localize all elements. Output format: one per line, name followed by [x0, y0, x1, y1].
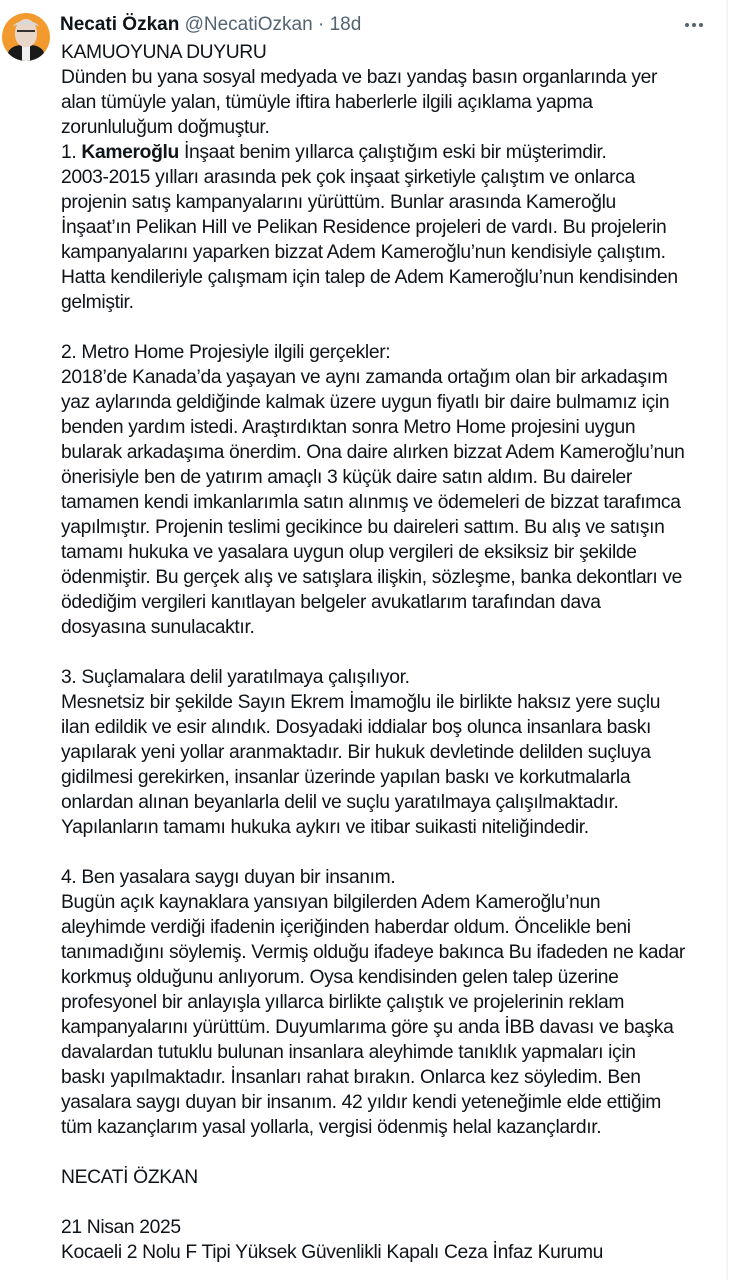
location: Kocaeli 2 Nolu F Tipi Yüksek Güvenlikli Kapalı Ceza İnfaz Kurumu: [61, 1242, 604, 1263]
text-line: kampanyalarını yaparken bizzat Adem Kameroğlu’nun kendisiyle çalıştım.: [61, 242, 666, 263]
text-line: ödediğim vergileri kanıtlayan belgeler avukatlarım tarafından dava: [61, 592, 601, 613]
text-line: benden yardım istedi. Araştırdıktan sonra Metro Home projesini uygun: [61, 417, 636, 438]
text-line: yapılarak yeni yollar aranmaktadır. Bir hukuk devletinde delilden suçluya: [61, 742, 651, 763]
more-dot: [685, 23, 689, 27]
text-line: dosyasına sunulacaktır.: [61, 617, 255, 638]
section-1-first-line: [61, 140, 721, 165]
spacer: [61, 1190, 721, 1215]
text-line: önerisiyle ben de yatırım amaçlı 3 küçük daire satın aldım. Bu daireler: [61, 467, 633, 488]
column-divider: [726, 0, 728, 1280]
text-line: 2003-2015 yılları arasında pek çok inşaat şirketiyle çalıştım ve onlarca: [61, 167, 635, 188]
section-1-first-line-rest: İnşaat benim yıllarca çalıştığım eski bir müşterimdir.: [178, 142, 607, 163]
text-line: aleyhimde verdiği ifadenin içeriğinden haberdar oldum. Öncelikle beni: [61, 917, 631, 938]
text-line: gelmiştir.: [61, 292, 134, 313]
section-4-heading: 4. Ben yasalara saygı duyan bir insanım.: [61, 867, 396, 888]
section-1-bold: Kameroğlu: [81, 142, 179, 163]
text-line: ilan edildik ve esir alındık. Dosyadaki iddialar boş olunca insanlara baskı: [61, 717, 652, 738]
text-line: zorunluluğum doğmuştur.: [61, 117, 270, 138]
tweet-text: [61, 40, 721, 1265]
text-line: tamamen kendi imkanlarımla satın alınmış ve ödemeleri de bizzat tarafımca: [61, 492, 681, 513]
section-4-body: [61, 890, 721, 1140]
avatar[interactable]: [2, 13, 50, 61]
text-line: onlardan alınan beyanlarla delil ve suçlu yaratılmaya çalışılmaktadır.: [61, 792, 619, 813]
text-line: Mesnetsiz bir şekilde Sayın Ekrem İmamoğlu ile birlikte haksız yere suçlu: [61, 692, 661, 713]
author-handle[interactable]: @NecatiOzkan: [184, 14, 313, 35]
text-line: baskı yapılmaktadır. İnsanları rahat bırakın. Onlarca kez söyledim. Ben: [61, 1067, 641, 1088]
text-line: korkmuş olduğunu anlıyorum. Oysa kendisinden gelen talep üzerine: [61, 967, 619, 988]
date: 21 Nisan 2025: [61, 1217, 181, 1238]
text-line: profesyonel bir anlayışla yıllarca birlikte çalıştık ve projelerinin reklam: [61, 992, 625, 1013]
text-line: yasalara saygı duyan bir insanım. 42 yıldır kendi yeteneğimle elde ettiğim: [61, 1092, 661, 1113]
more-dot: [699, 23, 703, 27]
text-line: Bugün açık kaynaklara yansıyan bilgilerden Adem Kameroğlu’nun: [61, 892, 601, 913]
text-line: gidilmesi gerekirken, insanlar üzerinde yapılan baskı ve korkutmalarla: [61, 767, 631, 788]
avatar-glasses-shape: [17, 30, 35, 36]
text-line: alan tümüyle yalan, tümüyle iftira haberlerle ilgili açıklama yapma: [61, 92, 593, 113]
spacer: [61, 1140, 721, 1165]
signature: NECATİ ÖZKAN: [61, 1167, 198, 1188]
text-line: tamamı hukuka ve yasalara uygun olup vergileri de eksiksiz bir şekilde: [61, 542, 637, 563]
section-1-body: [61, 165, 721, 315]
spacer: [61, 640, 721, 665]
more-dot: [692, 23, 696, 27]
separator-dot: ·: [317, 14, 325, 35]
text-line: tüm kazançlarım yasal yollarla, vergisi ödenmiş helal kazançlardır.: [61, 1117, 602, 1138]
text-line: Yapılanların tamamı hukuka aykırı ve itibar suikasti niteliğindedir.: [61, 817, 589, 838]
timestamp[interactable]: 18d: [329, 14, 362, 35]
avatar-shirt-shape: [22, 46, 30, 61]
tweet-title: KAMUOYUNA DUYURU: [61, 42, 267, 63]
section-3-heading: 3. Suçlamalara delil yaratılmaya çalışılıyor.: [61, 667, 410, 688]
more-horizontal-icon[interactable]: [682, 14, 706, 36]
spacer: [61, 315, 721, 340]
author-name[interactable]: Necati Özkan: [60, 14, 180, 35]
tweet-header: [60, 12, 361, 38]
text-line: yapılmıştır. Projenin teslimi gecikince bu daireleri sattım. Bu alış ve satışın: [61, 517, 665, 538]
section-3-body: [61, 690, 721, 840]
intro-paragraph: [61, 65, 721, 140]
text-line: Dünden bu yana sosyal medyada ve bazı yandaş basın organlarında yer: [61, 67, 658, 88]
section-2-heading: 2. Metro Home Projesiyle ilgili gerçekler:: [61, 342, 391, 363]
section-2-body: [61, 365, 721, 640]
text-line: İnşaat’ın Pelikan Hill ve Pelikan Residence projeleri de vardı. Bu projelerin: [61, 217, 667, 238]
text-line: projenin satış kampanyalarını yürüttüm. Bunlar arasında Kameroğlu: [61, 192, 616, 213]
text-line: bularak arkadaşıma önerdim. Ona daire alırken bizzat Adem Kameroğlu’nun: [61, 442, 685, 463]
section-1-prefix: 1.: [61, 142, 82, 163]
text-line: ödenmiştir. Bu gerçek alış ve satışlara ilişkin, sözleşme, banka dekontları ve: [61, 567, 683, 588]
spacer: [61, 840, 721, 865]
text-line: davalardan tutuklu bulunan insanlara aleyhimde tanıklık yapmaları için: [61, 1042, 636, 1063]
text-line: yaz aylarında geldiğinde kalmak üzere uygun fiyatlı bir daire bulmamız için: [61, 392, 670, 413]
text-line: kampanyalarını yürüttüm. Duyumlarıma göre şu anda İBB davası ve başka: [61, 1017, 674, 1038]
text-line: tanımadığını söylemiş. Vermiş olduğu ifadeye bakınca Bu ifadeden ne kadar: [61, 942, 685, 963]
text-line: 2018’de Kanada’da yaşayan ve aynı zamanda ortağım olan bir arkadaşım: [61, 367, 668, 388]
text-line: Hatta kendileriyle çalışmam için talep de Adem Kameroğlu’nun kendisinden: [61, 267, 678, 288]
